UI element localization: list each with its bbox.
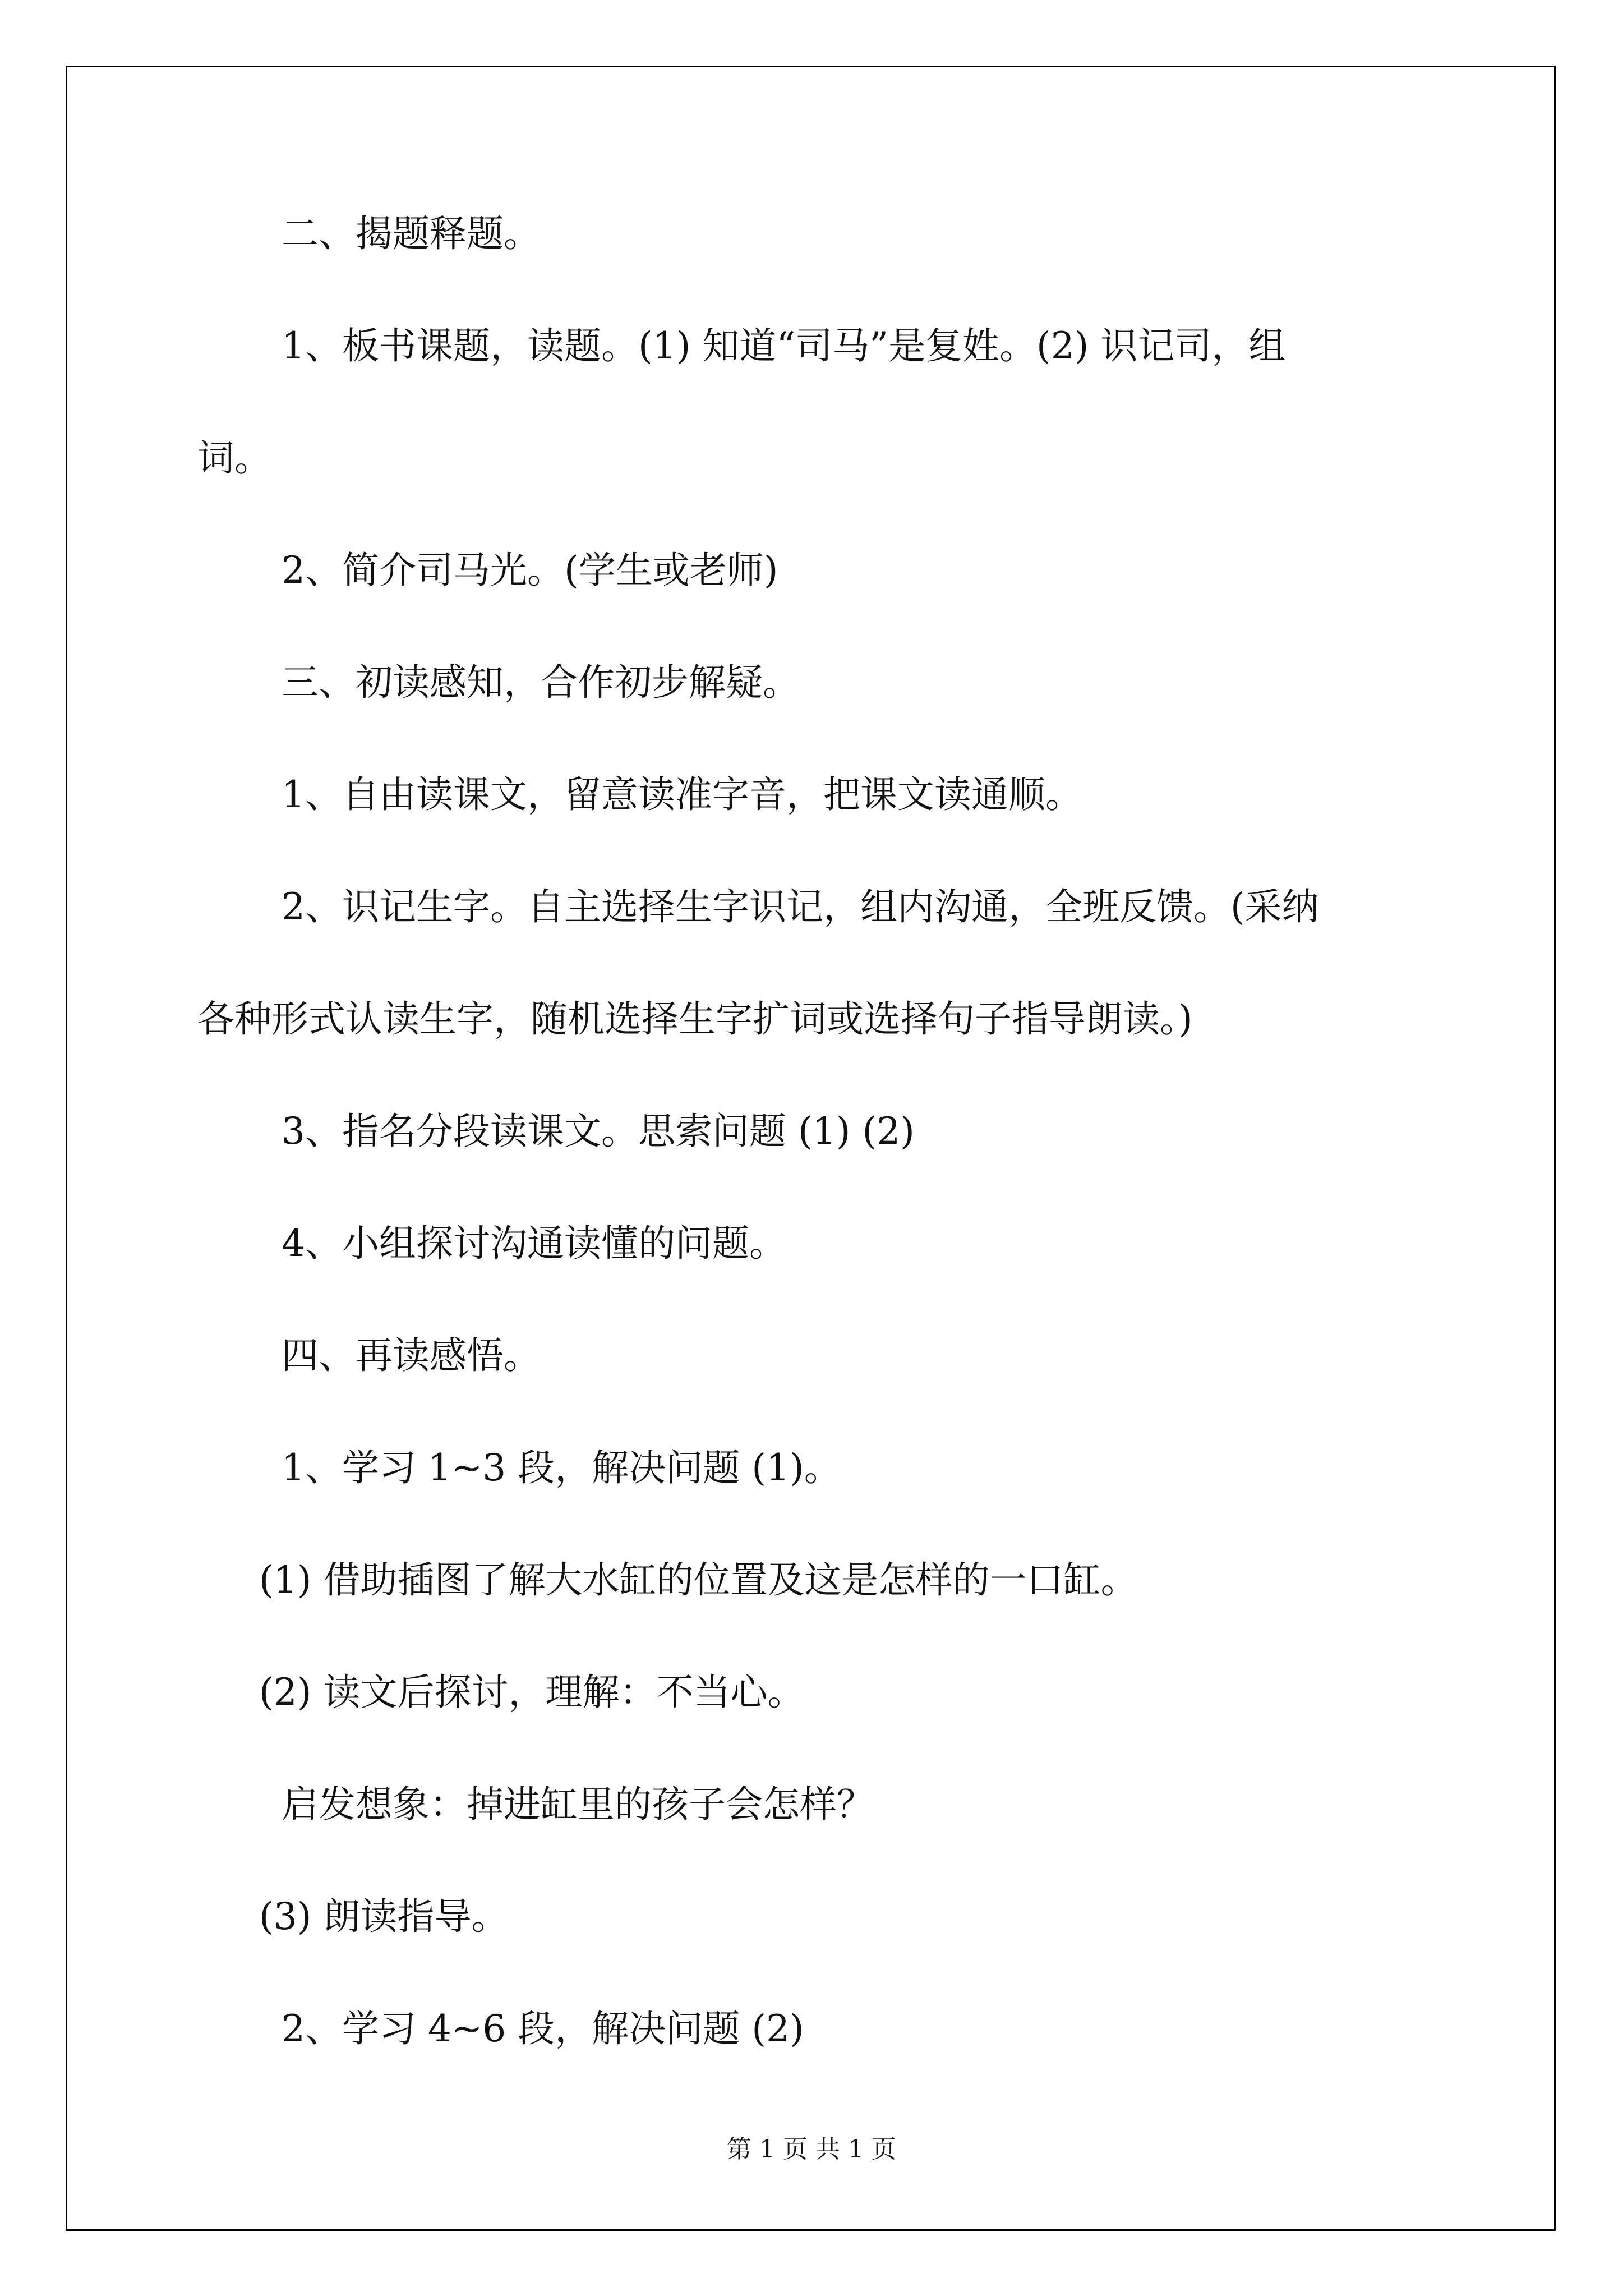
paragraph-line: (1) 借助插图了解大水缸的位置及这是怎样的一口缸。 [259, 1558, 1138, 1602]
paragraph-line: 启发想象：掉进缸里的孩子会怎样？ [282, 1783, 874, 1826]
paragraph-line: (2) 读文后探讨，理解：不当心。 [259, 1671, 805, 1714]
heading-3: 三、初读感知，合作初步解疑。 [282, 661, 800, 704]
paragraph-line: 1、板书课题，读题。(1) 知道“司马”是复姓。(2) 识记司，组 [282, 324, 1286, 367]
paragraph-line: 2、识记生字。自主选择生字识记，组内沟通，全班反馈。(采纳 [282, 885, 1319, 928]
paragraph-line: 1、自由读课文，留意读准字音，把课文读通顺。 [282, 773, 1082, 816]
heading-2: 二、揭题释题。 [282, 212, 541, 255]
paragraph-line: 各种形式认读生字，随机选择生字扩词或选择句子指导朗读。) [197, 997, 1193, 1041]
paragraph-line: 词。 [197, 436, 271, 480]
paragraph-line: (3) 朗读指导。 [259, 1895, 509, 1938]
page-footer: 第 1 页 共 1 页 [727, 2135, 896, 2164]
paragraph-line: 2、学习 4~6 段，解决问题 (2) [282, 2007, 804, 2050]
paragraph-line: 1、学习 1~3 段，解决问题 (1)。 [282, 1446, 841, 1489]
paragraph-line: 3、指名分段读课文。思索问题 (1) (2) [282, 1110, 915, 1153]
paragraph-line: 2、简介司马光。(学生或老师) [282, 549, 778, 592]
paragraph-line: 4、小组探讨沟通读懂的问题。 [282, 1222, 786, 1265]
heading-4: 四、再读感悟。 [282, 1334, 541, 1377]
